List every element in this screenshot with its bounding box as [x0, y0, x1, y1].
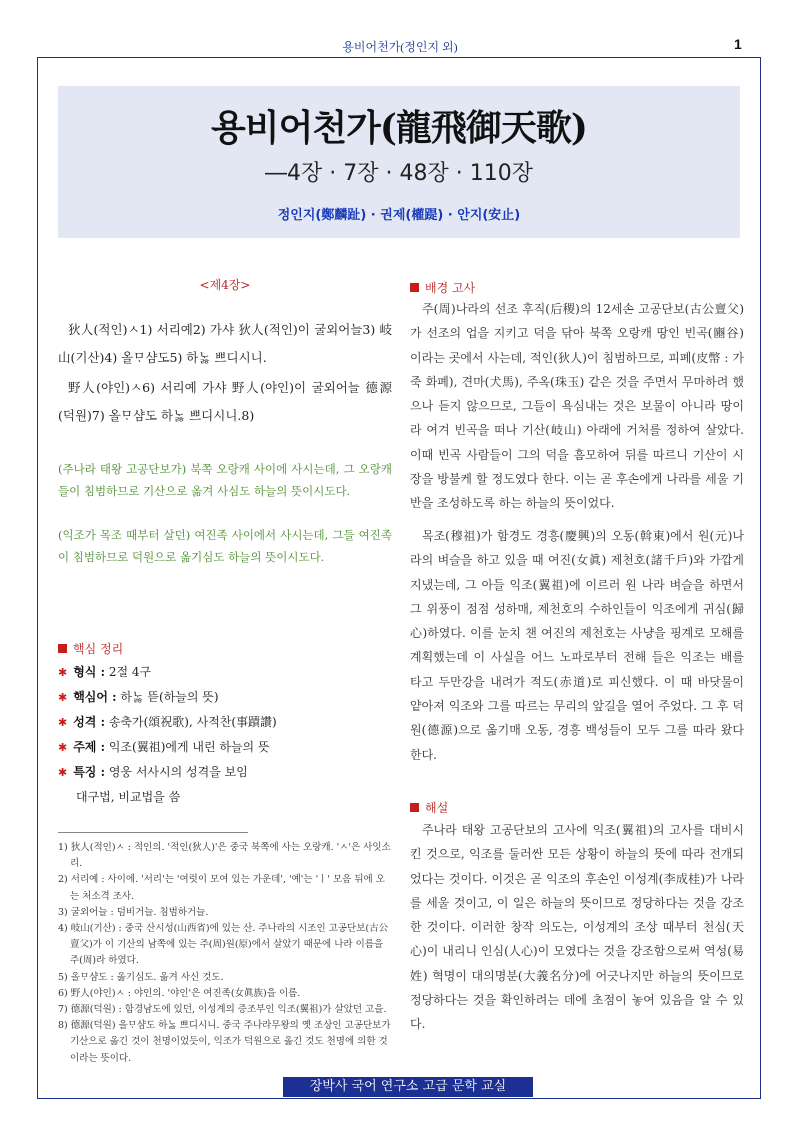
- item-label: 성격 :: [73, 715, 106, 729]
- summary-heading: [58, 640, 123, 657]
- page-subtitle: ―4장 · 7장 · 48장 · 110장: [265, 161, 533, 186]
- item-label: 주제 :: [73, 740, 106, 754]
- verse-2: 野人(야인)ㅅ6) 서리예 가샤 野人(야인)이 굴외어늘 德源(덕원)7) 올ᄆᆞ샴도 하ᄂᆞᆶ 쁘디시니.8): [58, 380, 392, 423]
- asterisk-icon: ✱: [58, 716, 68, 729]
- item-text: 영웅 서사시의 성격을 보임: [105, 765, 248, 779]
- footnote: 4) 岐山(기산) : 중국 산시성(山西省)에 있는 산. 주나라의 시조인 고공단보(古公亶父)가 이 기산의 남쪽에 있는 주(周)원(原)에서 살았기 때문에 나라 이름을 주(周)라 하였다.: [58, 923, 389, 967]
- background-heading-text: 배경 고사: [425, 281, 476, 295]
- item-text: 하ᄂᆞᆶ 뜯(하늘의 뜻): [116, 690, 219, 704]
- footnote: 8) 德源(덕원) 올ᄆᆞ샴도 하ᄂᆞᆶ 쁘디시니. 중국 주나라무왕의 옛 조상인 고공단보가 기산으로 옮긴 것이 천명이었듯이, 익조가 덕원으로 옮긴 것도 천명에 의한 것이라는 뜻이다.: [58, 1020, 391, 1064]
- list-item: [58, 760, 388, 785]
- footnotes: [58, 840, 392, 1067]
- verse-1: 狄人(적인)ㅅ1) 서리예2) 가샤 狄人(적인)이 굴외어늘3) 岐山(기산)4) 올ᄆᆞ샴도5) 하ᄂᆞᆶ 쁘디시니.: [58, 322, 392, 365]
- list-item: [58, 710, 388, 735]
- item-label: 특징 :: [73, 765, 106, 779]
- page-title: 용비어천가(龍飛御天歌): [211, 107, 587, 149]
- item-label: 형식 :: [73, 665, 106, 679]
- item-label: 핵심어 :: [73, 690, 117, 704]
- red-square-icon: [58, 644, 67, 653]
- commentary-paragraph: 주나라 태왕 고공단보의 고사에 익조(翼祖)의 고사를 대비시킨 것으로, 익조를 둘러싼 모든 상황이 하늘의 뜻에 따라 전개되었다는 것이다. 이것은 곧 익조의 후손인 이성계(李成桂)가 나라를 세울 것이고, 이 일은 하늘의 뜻이므로 정당하다는 것을 강조한 것이다. 이러한 창작 의도는, 이성계의 조상 때부터 천심(天心)이 내리니 인심(人心)이 모였다는 것을 강조함으로써 역성(易姓) 혁명이 대의명분(大義名分)에 어긋나지만 하늘의 뜻이므로 정당하다는 것을 확인하려는 데에 초점이 놓여 있음을 알 수 있다.: [410, 823, 744, 1032]
- footnote: 2) 서리예 : 사이에. '서리'는 '여럿이 모여 있는 가운데', '예'는 'ㅣ' 모음 뒤에 오는 처소격 조사.: [58, 874, 385, 902]
- list-item: [58, 660, 388, 685]
- translation-1: (주나라 태왕 고공단보가) 북쪽 오랑캐 사이에 사시는데, 그 오랑캐들이 침범하므로 기산으로 옮겨 사심도 하늘의 뜻이시도다.: [58, 462, 392, 498]
- red-square-icon: [410, 283, 419, 292]
- list-item: [58, 735, 388, 760]
- footnote: 3) 굴외어늘 : 덤비거늘. 침범하거늘.: [58, 906, 209, 918]
- background-paragraph-1: 주(周)나라의 선조 후직(后稷)의 12세손 고공단보(古公亶父)가 선조의 업을 지키고 덕을 닦아 북쪽 오랑캐 땅인 빈곡(豳谷)이라는 곳에서 사는데, 적인(狄人)이 침범하므로, 피폐(皮幣 : 가죽 화폐), 견마(犬馬), 주옥(珠玉) 같은 것을 주면서 무마하려 했으나 듣지 않으므로, 그들이 욕심내는 것은 보물이 아니라 땅이라 여겨 빈곡을 떠나 기산(岐山) 아래에 거처를 정하여 살았다. 이때 빈곡 사람들이 그의 덕을 흠모하여 뒤를 따르니 기산이 시장을 방불케 할 정도였다 한다. 이는 곧 후손에게 나라를 세울 기반을 조성하도록 하는 하늘의 뜻이었다.: [410, 302, 744, 511]
- commentary-heading-text: 해설: [425, 801, 449, 815]
- footnote-divider: [58, 832, 248, 833]
- item-text: 송축가(頌祝歌), 사적찬(事蹟讚): [105, 715, 277, 729]
- asterisk-icon: ✱: [58, 766, 68, 779]
- footnote: 1) 狄人(적인)ㅅ : 적인의. '적인(狄人)'은 중국 북쪽에 사는 오랑캐. 'ㅅ'은 사잇소리.: [58, 842, 391, 870]
- list-item-extra: 대구법, 비교법을 씀: [76, 790, 181, 804]
- commentary-heading: [410, 799, 448, 816]
- chapter-heading: <제4장>: [199, 278, 251, 292]
- running-head: 용비어천가(정인지 외): [342, 40, 458, 54]
- footnote: 6) 野人(야인)ㅅ : 야인의. '야인'은 여진족(女眞族)을 이름.: [58, 987, 301, 999]
- summary-heading-text: 핵심 정리: [73, 642, 124, 656]
- authors-line: 정인지(鄭麟趾) · 권제(權踶) · 안지(安止): [277, 208, 521, 223]
- footnote: 5) 올ᄆᆞ샴도 : 옮기심도. 옮겨 사신 것도.: [58, 971, 224, 983]
- asterisk-icon: ✱: [58, 691, 68, 704]
- title-box: [58, 86, 740, 238]
- page-number: 1: [734, 36, 742, 52]
- asterisk-icon: ✱: [58, 666, 68, 679]
- footnote: 7) 德源(덕원) : 함경남도에 있던, 이성계의 증조부인 익조(翼祖)가 살았던 고을.: [58, 1004, 387, 1016]
- item-text: 2절 4구: [105, 665, 152, 679]
- red-square-icon: [410, 803, 419, 812]
- asterisk-icon: ✱: [58, 741, 68, 754]
- list-item: [58, 685, 388, 710]
- item-text: 익조(翼祖)에게 내린 하늘의 뜻: [105, 740, 270, 754]
- footer-banner: 장박사 국어 연구소 고급 문학 교실: [283, 1077, 533, 1097]
- summary-list: [58, 660, 388, 809]
- translation-2: (익조가 목조 때부터 살던) 여진족 사이에서 사시는데, 그들 여진족이 침범하므로 덕원으로 옮기심도 하늘의 뜻이시도다.: [58, 528, 392, 564]
- background-paragraph-2: 목조(穆祖)가 함경도 경흥(慶興)의 오동(斡東)에서 원(元)나라의 벼슬을 하고 있을 때 여진(女眞) 제천호(諸千戶)와 가깝게 지냈는데, 그 아들 익조(翼祖)에 이르러 원 나라 벼슬을 하면서 그 위풍이 점점 성하매, 제천호의 수하인들이 익조에게 귀심(歸心)하였다. 이를 눈치 챈 여진의 제천호는 사냥을 핑계로 모해를 계획했는데 이 사실을 어느 노파로부터 전해 들은 익조는 배를 타고 두만강을 내려가 적도(赤道)로 피신했다. 이 때 바닷물이 얕아져 익조와 그를 따르는 무리의 앞길을 열어 주었다. 그 후 덕원(德源)으로 옮기매 오동, 경흥 백성들이 모두 그를 따라 왔다 한다.: [410, 529, 744, 762]
- background-heading: [410, 279, 475, 296]
